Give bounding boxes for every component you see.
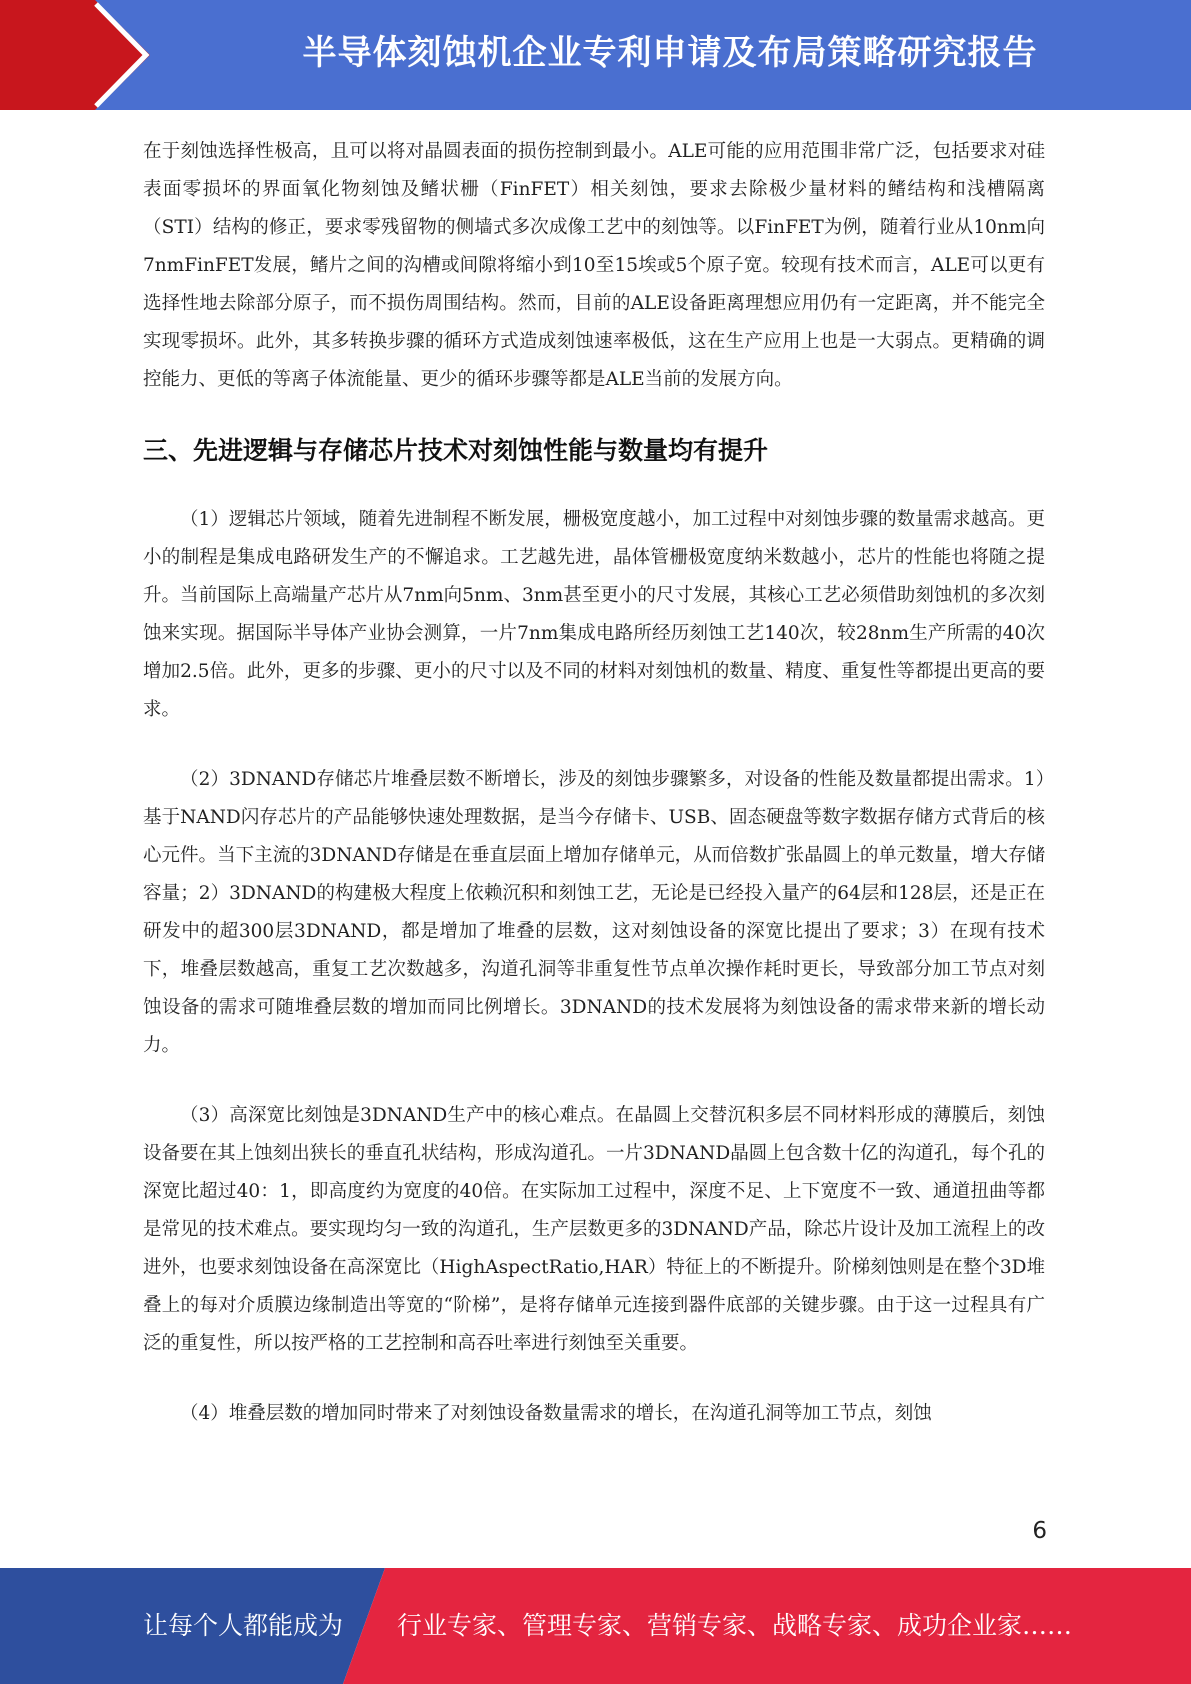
footer-slogan-right: 行业专家、管理专家、营销专家、战略专家、成功企业家……: [397, 1611, 1073, 1640]
section-heading: 三、先进逻辑与存储芯片技术对刻蚀性能与数量均有提升: [143, 436, 769, 465]
paragraph-2: （2）3DNAND存储芯片堆叠层数不断增长，涉及的刻蚀步骤繁多，对设备的性能及数量都提出需求。1）基于NAND闪存芯片的产品能够快速处理数据，是当今存储卡、USB、固态硬盘等数字数据存储方式背后的核心元件。当下主流的3DNAND存储是在垂直层面上增加存储单元，从而倍数扩张晶圆上的单元数量，增大存储容量；2）3DNAND的构建极大程度上依赖沉积和刻蚀工艺，无论是已经投入量产的64层和128层，还是正在研发中的超300层3DNAND，都是增加了堆叠的层数，这对刻蚀设备的深宽比提出了要求；3）在现有技术下，堆叠层数越高，重复工艺次数越多，沟道孔洞等非重复性节点单次操作耗时更长，导致部分加工节点对刻蚀设备的需求可随堆叠层数的增加而同比例增长。3DNAND的技术发展将为刻蚀设备的需求带来新的增长动力。: [143, 769, 1045, 1056]
paragraph-1: （1）逻辑芯片领域，随着先进制程不断发展，栅极宽度越小，加工过程中对刻蚀步骤的数量需求越高。更小的制程是集成电路研发生产的不懈追求。工艺越先进，晶体管栅极宽度纳米数越小，芯片的性能也将随之提升。当前国际上高端量产芯片从7nm向5nm、3nm甚至更小的尺寸发展，其核心工艺必须借助刻蚀机的多次刻蚀来实现。据国际半导体产业协会测算，一片7nm集成电路所经历刻蚀工艺140次，较28nm生产所需的40次增加2.5倍。此外，更多的步骤、更小的尺寸以及不同的材料对刻蚀机的数量、精度、重复性等都提出更高的要求。: [143, 509, 1045, 720]
paragraph-4: （4）堆叠层数的增加同时带来了对刻蚀设备数量需求的增长，在沟道孔洞等加工节点，刻蚀: [180, 1403, 932, 1424]
report-title: 半导体刻蚀机企业专利申请及布局策略研究报告: [302, 33, 1038, 73]
footer-slogan-left: 让每个人都能成为: [143, 1611, 344, 1640]
page-header: [0, 0, 1191, 110]
paragraph-intro: 在于刻蚀选择性极高，且可以将对晶圆表面的损伤控制到最小。ALE可能的应用范围非常广泛，包括要求对硅表面零损坏的界面氧化物刻蚀及鳍状栅（FinFET）相关刻蚀，要求去除极少量材料的鳍结构和浅槽隔离（STI）结构的修正，要求零残留物的侧墙式多次成像工艺中的刻蚀等。以FinFET为例，随着行业从10nm向7nmFinFET发展，鳍片之间的沟槽或间隙将缩小到10至15埃或5个原子宽。较现有技术而言，ALE可以更有选择性地去除部分原子，而不损伤周围结构。然而，目前的ALE设备距离理想应用仍有一定距离，并不能完全实现零损坏。此外，其多转换步骤的循环方式造成刻蚀速率极低，这在生产应用上也是一大弱点。更精确的调控能力、更低的等离子体流能量、更少的循环步骤等都是ALE当前的发展方向。: [143, 141, 1045, 390]
paragraph-3: （3）高深宽比刻蚀是3DNAND生产中的核心难点。在晶圆上交替沉积多层不同材料形成的薄膜后，刻蚀设备要在其上蚀刻出狭长的垂直孔状结构，形成沟道孔。一片3DNAND晶圆上包含数十亿的沟道孔，每个孔的深宽比超过40：1，即高度约为宽度的40倍。在实际加工过程中，深度不足、上下宽度不一致、通道扭曲等都是常见的技术难点。要实现均匀一致的沟道孔，生产层数更多的3DNAND产品，除芯片设计及加工流程上的改进外，也要求刻蚀设备在高深宽比（HighAspectRatio,HAR）特征上的不断提升。阶梯刻蚀则是在整个3D堆叠上的每对介质膜边缘制造出等宽的“阶梯”，是将存储单元连接到器件底部的关键步骤。由于这一过程具有广泛的重复性，所以按严格的工艺控制和高吞吐率进行刻蚀至关重要。: [143, 1105, 1045, 1354]
page-footer: [0, 1568, 1191, 1684]
document-body: [143, 133, 1045, 1433]
page-number: 6: [1032, 1518, 1047, 1544]
